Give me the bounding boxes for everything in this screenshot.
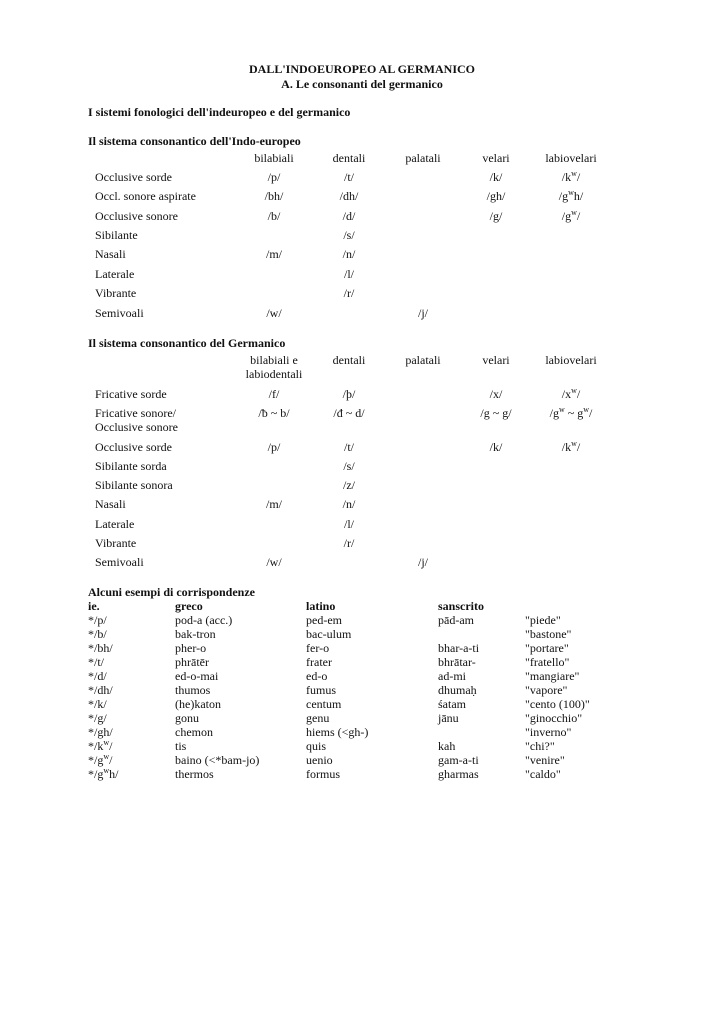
examples-cell: dhumaḥ — [438, 683, 477, 697]
examples-cell: formus — [306, 767, 340, 781]
examples-cell: "caldo" — [525, 767, 561, 781]
ie-cell: $/g^wh/$ — [558, 188, 584, 203]
examples-cell: "cento (100)" — [525, 697, 590, 711]
document-subtitle: A. Le consonanti del germanico — [281, 77, 443, 91]
ge-system-heading: Il sistema consonantico del Germanico — [88, 336, 286, 350]
examples-cell: "portare" — [525, 641, 569, 655]
examples-cell: bhar-a-ti — [438, 641, 480, 655]
ie-cell: $/k^w/$ — [561, 169, 581, 184]
ge-row-label: Fricative sorde — [95, 387, 167, 401]
examples-cell: */bh/ — [88, 641, 113, 655]
examples-cell: hiems (<gh-) — [306, 725, 369, 739]
ie-cell: /s/ — [343, 228, 355, 242]
examples-cell: gam-a-ti — [438, 753, 479, 767]
examples-cell: */p/ — [88, 613, 107, 627]
examples-cell: "venire" — [525, 753, 565, 767]
examples-cell: */t/ — [88, 655, 105, 669]
ie-column-header: bilabiali — [254, 151, 294, 165]
ge-cell: /j/ — [417, 555, 428, 569]
ge-cell: /t/ — [343, 440, 354, 454]
examples-cell: "piede" — [525, 613, 561, 627]
ie-column-header: palatali — [405, 151, 441, 165]
examples-cell: bak-tron — [175, 627, 216, 641]
examples-cell: "vapore" — [525, 683, 568, 697]
ie-column-header: dentali — [332, 151, 366, 165]
ie-cell: /t/ — [343, 170, 354, 184]
ge-column-header: dentali — [332, 353, 366, 367]
ie-cell: /m/ — [265, 247, 282, 261]
ie-cell: /gh/ — [486, 189, 506, 203]
examples-cell: */k/ — [88, 697, 107, 711]
examples-cell: "bastone" — [525, 627, 572, 641]
ge-row-label: Nasali — [95, 497, 126, 511]
ie-row-label: Nasali — [95, 247, 126, 261]
examples-cell: śatam — [438, 697, 466, 711]
ie-row-label: Semivoali — [95, 306, 144, 320]
ge-cell: /þ/ — [342, 387, 356, 401]
ge-row-label: Occlusive sorde — [95, 440, 172, 454]
ie-row-label: Vibrante — [95, 286, 137, 300]
examples-column-header: latino — [306, 599, 336, 613]
examples-cell: pād-am — [438, 613, 474, 627]
examples-cell: (he)katon — [175, 697, 221, 711]
examples-cell: jānu — [438, 711, 459, 725]
examples-cell: gonu — [175, 711, 199, 725]
examples-cell: "chi?" — [525, 739, 555, 753]
document-title: DALL'INDOEUROPEO AL GERMANICO — [248, 62, 476, 76]
ie-row-label: Occl. sonore aspirate — [95, 189, 196, 203]
examples-column-header: sanscrito — [438, 599, 484, 613]
ie-cell: /g/ — [489, 209, 503, 223]
ge-row-label: Semivoali — [95, 555, 144, 569]
examples-cell: */g/ — [88, 711, 107, 725]
ie-system-heading: Il sistema consonantico dell'Indo-europeo — [88, 134, 301, 148]
examples-cell: ed-o — [306, 669, 328, 683]
ie-cell: /d/ — [342, 209, 356, 223]
ie-cell: /w/ — [266, 306, 282, 320]
examples-cell: frater — [306, 655, 332, 669]
examples-cell: */dh/ — [88, 683, 113, 697]
ge-cell: /k/ — [489, 440, 503, 454]
ge-column-header: velari — [482, 353, 510, 367]
ge-cell: /f/ — [268, 387, 280, 401]
ie-cell: /dh/ — [339, 189, 359, 203]
examples-cell: pher-o — [175, 641, 207, 655]
ie-cell: /n/ — [342, 247, 356, 261]
examples-cell: "ginocchio" — [525, 711, 583, 725]
ie-cell: /l/ — [343, 267, 354, 281]
examples-cell: */d/ — [88, 669, 107, 683]
examples-cell: $*/k^w/$ — [88, 738, 113, 753]
examples-cell: centum — [306, 697, 342, 711]
ge-column-header: bilabiali e — [250, 353, 298, 367]
ge-column-header: palatali — [405, 353, 441, 367]
ie-row-label: Occlusive sorde — [95, 170, 172, 184]
examples-cell: "fratello" — [525, 655, 570, 669]
ge-cell: $/x^w/$ — [561, 386, 581, 401]
ge-cell: /p/ — [267, 440, 281, 454]
examples-cell: */gh/ — [88, 725, 113, 739]
section-heading: I sistemi fonologici dell'indeuropeo e del germanico — [88, 105, 351, 119]
examples-cell: thumos — [175, 683, 211, 697]
ge-column-header: labiovelari — [545, 353, 597, 367]
ie-column-header: labiovelari — [545, 151, 597, 165]
examples-cell: phrātēr — [175, 655, 209, 669]
examples-cell: genu — [306, 711, 330, 725]
ge-row-label: Fricative sonore/ — [95, 406, 176, 420]
examples-cell: $*/g^wh/$ — [88, 766, 119, 781]
ie-column-header: velari — [482, 151, 510, 165]
ge-row-label: Occlusive sonore — [95, 420, 178, 434]
examples-cell: thermos — [175, 767, 214, 781]
ge-cell: /ƀ ~ b/ — [258, 406, 290, 420]
ge-cell: /w/ — [266, 555, 282, 569]
ie-cell: /b/ — [267, 209, 281, 223]
ie-row-label: Occlusive sonore — [95, 209, 178, 223]
examples-cell: fer-o — [306, 641, 330, 655]
examples-cell: "inverno" — [525, 725, 572, 739]
ie-cell: $/g^w/$ — [561, 208, 581, 223]
ge-cell: /g ~ g/ — [480, 406, 512, 420]
ge-row-label: Vibrante — [95, 536, 137, 550]
ge-cell: $/k^w/$ — [561, 439, 581, 454]
ie-cell: /r/ — [343, 286, 355, 300]
examples-cell: ped-em — [306, 613, 342, 627]
examples-cell: */b/ — [88, 627, 107, 641]
ge-cell: $/g^w$ ~ $g^w/$ — [549, 405, 593, 420]
examples-cell: ed-o-mai — [175, 669, 219, 683]
ge-cell: /l/ — [343, 517, 354, 531]
ge-cell: /x/ — [489, 387, 503, 401]
examples-cell: bhrātar- — [438, 655, 476, 669]
ge-row-label: Sibilante sorda — [95, 459, 167, 473]
examples-cell: baino (<*bam-jo) — [175, 753, 260, 767]
examples-column-header: greco — [175, 599, 203, 613]
ie-row-label: Sibilante — [95, 228, 138, 242]
ie-cell: /k/ — [489, 170, 503, 184]
ge-cell: /s/ — [343, 459, 355, 473]
examples-cell: gharmas — [438, 767, 479, 781]
ie-cell: /bh/ — [264, 189, 284, 203]
ge-cell: /n/ — [342, 497, 356, 511]
ge-cell: /r/ — [343, 536, 355, 550]
examples-cell: $*/g^w/$ — [88, 752, 113, 767]
examples-cell: bac-ulum — [306, 627, 352, 641]
ge-row-label: Sibilante sonora — [95, 478, 173, 492]
examples-cell: tis — [175, 739, 187, 753]
ge-row-label: Laterale — [95, 517, 135, 531]
examples-heading: Alcuni esempi di corrispondenze — [88, 585, 255, 599]
ge-column-header: labiodentali — [245, 367, 303, 381]
examples-cell: "mangiare" — [525, 669, 580, 683]
ge-cell: /z/ — [343, 478, 355, 492]
examples-cell: quis — [306, 739, 327, 753]
ie-cell: /p/ — [267, 170, 281, 184]
examples-cell: kah — [438, 739, 456, 753]
ge-cell: /đ ~ d/ — [333, 406, 365, 420]
examples-column-header: ie. — [88, 599, 100, 613]
examples-cell: pod-a (acc.) — [175, 613, 233, 627]
ie-cell: /j/ — [417, 306, 428, 320]
examples-cell: ad-mi — [438, 669, 466, 683]
ge-cell: /m/ — [265, 497, 282, 511]
examples-cell: chemon — [175, 725, 213, 739]
examples-cell: fumus — [306, 683, 336, 697]
ie-row-label: Laterale — [95, 267, 135, 281]
examples-cell: uenio — [306, 753, 333, 767]
